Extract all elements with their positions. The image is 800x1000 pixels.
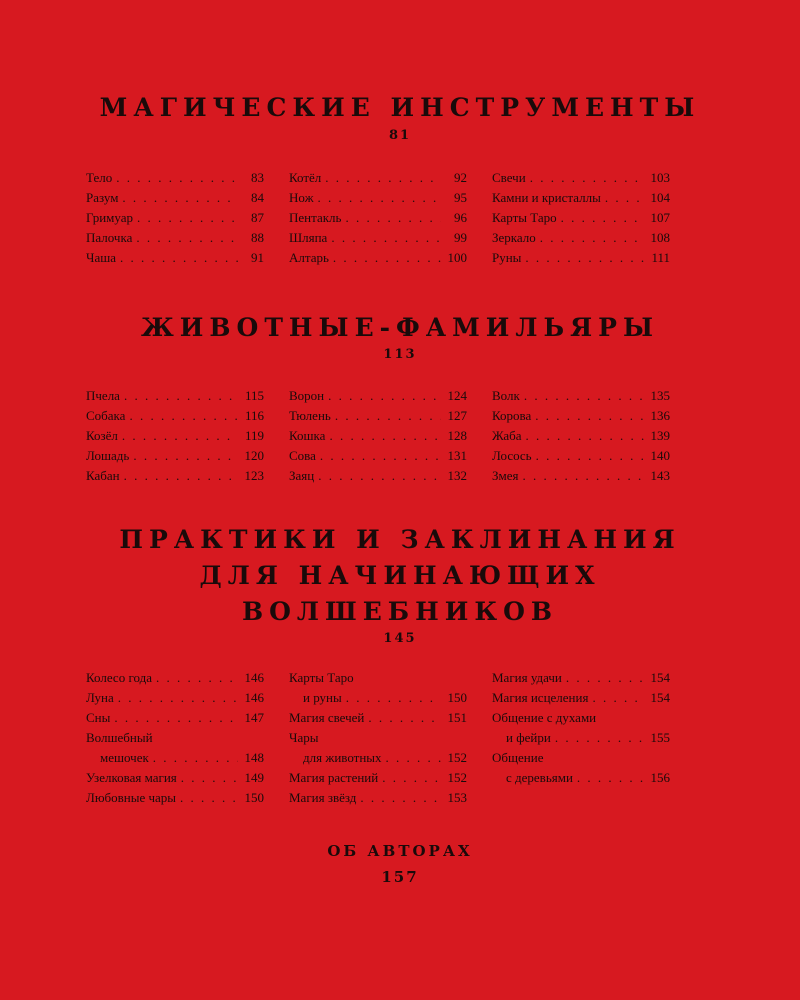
toc-entry[interactable]: Руны . . . 111 <box>492 248 670 268</box>
toc-column <box>289 386 467 486</box>
toc-entry-first-line[interactable]: Чары <box>289 730 319 745</box>
toc-entry[interactable]: Лосось . . . 140 <box>492 446 670 466</box>
toc-entry[interactable]: Свечи . . . 103 <box>492 168 670 188</box>
toc-column <box>289 668 467 808</box>
toc-entry[interactable]: Разум . . . 84 <box>86 188 264 208</box>
toc-entry[interactable]: Чаша . . . 91 <box>86 248 264 268</box>
toc-entry[interactable]: Пентакль . . . 96 <box>289 208 467 228</box>
toc-entry[interactable]: Колесо года . . . 146 <box>86 668 264 688</box>
toc-entry[interactable]: Тело . . . 83 <box>86 168 264 188</box>
toc-entry[interactable]: для животных . . . 152 <box>289 748 467 768</box>
toc-entry-first-line[interactable]: Общение <box>492 750 544 765</box>
toc-entry-first-line[interactable]: Карты Таро <box>289 670 354 685</box>
toc-entry[interactable]: Шляпа . . . 99 <box>289 228 467 248</box>
section-page-number: 157 <box>381 868 419 886</box>
toc-column <box>86 668 264 808</box>
section-page-number: 145 <box>383 631 417 646</box>
toc-entry[interactable]: Кошка . . . 128 <box>289 426 467 446</box>
toc-entry[interactable]: Нож . . . 95 <box>289 188 467 208</box>
toc-entry[interactable]: Любовные чары . . . 150 <box>86 788 264 808</box>
toc-entry[interactable]: Сны . . . 147 <box>86 708 264 728</box>
toc-column <box>86 168 264 268</box>
toc-entry[interactable]: Магия исцеления . . . 154 <box>492 688 670 708</box>
section-page-number: 81 <box>388 128 412 143</box>
toc-entry-first-line[interactable]: Волшебный <box>86 730 153 745</box>
toc-entry[interactable]: Сова . . . 131 <box>289 446 467 466</box>
toc-entry[interactable]: и руны . . . 150 <box>289 688 467 708</box>
toc-column <box>492 668 670 788</box>
toc-entry[interactable]: Карты Таро . . . 107 <box>492 208 670 228</box>
toc-column <box>492 386 670 486</box>
toc-entry[interactable]: Магия свечей . . . 151 <box>289 708 467 728</box>
toc-entry[interactable]: Козёл . . . 119 <box>86 426 264 446</box>
toc-entry[interactable]: Зеркало . . . 108 <box>492 228 670 248</box>
toc-entry[interactable]: Узелковая магия . . . 149 <box>86 768 264 788</box>
toc-entry[interactable]: Гримуар . . . 87 <box>86 208 264 228</box>
toc-entry[interactable]: Камни и кристаллы . . . 104 <box>492 188 670 208</box>
section-title-practices-line-3: ВОЛШЕБНИКОВ <box>241 597 559 626</box>
toc-entry[interactable]: с деревьями . . . 156 <box>492 768 670 788</box>
toc-entry[interactable]: Магия удачи . . . 154 <box>492 668 670 688</box>
toc-entry[interactable]: Магия растений . . . 152 <box>289 768 467 788</box>
section-title-about-authors[interactable]: ОБ АВТОРАХ <box>327 842 473 860</box>
toc-entry[interactable]: и фейри . . . 155 <box>492 728 670 748</box>
toc-column <box>86 386 264 486</box>
section-title-magic-tools: МАГИЧЕСКИЕ ИНСТРУМЕНТЫ <box>99 93 701 122</box>
toc-entry[interactable]: Собака . . . 116 <box>86 406 264 426</box>
toc-entry[interactable]: Заяц . . . 132 <box>289 466 467 486</box>
toc-entry[interactable]: Магия звёзд . . . 153 <box>289 788 467 808</box>
toc-entry[interactable]: Кабан . . . 123 <box>86 466 264 486</box>
toc-entry[interactable]: Змея . . . 143 <box>492 466 670 486</box>
toc-entry[interactable]: мешочек . . . 148 <box>86 748 264 768</box>
toc-column <box>289 168 467 268</box>
toc-entry-first-line[interactable]: Общение с духами <box>492 710 597 725</box>
toc-entry[interactable]: Жаба . . . 139 <box>492 426 670 446</box>
toc-entry[interactable]: Тюлень . . . 127 <box>289 406 467 426</box>
toc-entry[interactable]: Корова . . . 136 <box>492 406 670 426</box>
toc-entry[interactable]: Ворон . . . 124 <box>289 386 467 406</box>
section-title-familiars: ЖИВОТНЫЕ-ФАМИЛЬЯРЫ <box>140 313 660 342</box>
toc-column <box>492 168 670 268</box>
toc-entry[interactable]: Котёл . . . 92 <box>289 168 467 188</box>
toc-entry[interactable]: Палочка . . . 88 <box>86 228 264 248</box>
toc-entry[interactable]: Алтарь . . . 100 <box>289 248 467 268</box>
section-title-practices-line-2: ДЛЯ НАЧИНАЮЩИХ <box>199 561 601 590</box>
toc-entry[interactable]: Лошадь . . . 120 <box>86 446 264 466</box>
toc-entry[interactable]: Пчела . . . 115 <box>86 386 264 406</box>
toc-entry[interactable]: Луна . . . 146 <box>86 688 264 708</box>
toc-entry[interactable]: Волк . . . 135 <box>492 386 670 406</box>
section-title-practices-line-1: ПРАКТИКИ И ЗАКЛИНАНИЯ <box>119 525 681 554</box>
section-page-number: 113 <box>383 347 417 362</box>
